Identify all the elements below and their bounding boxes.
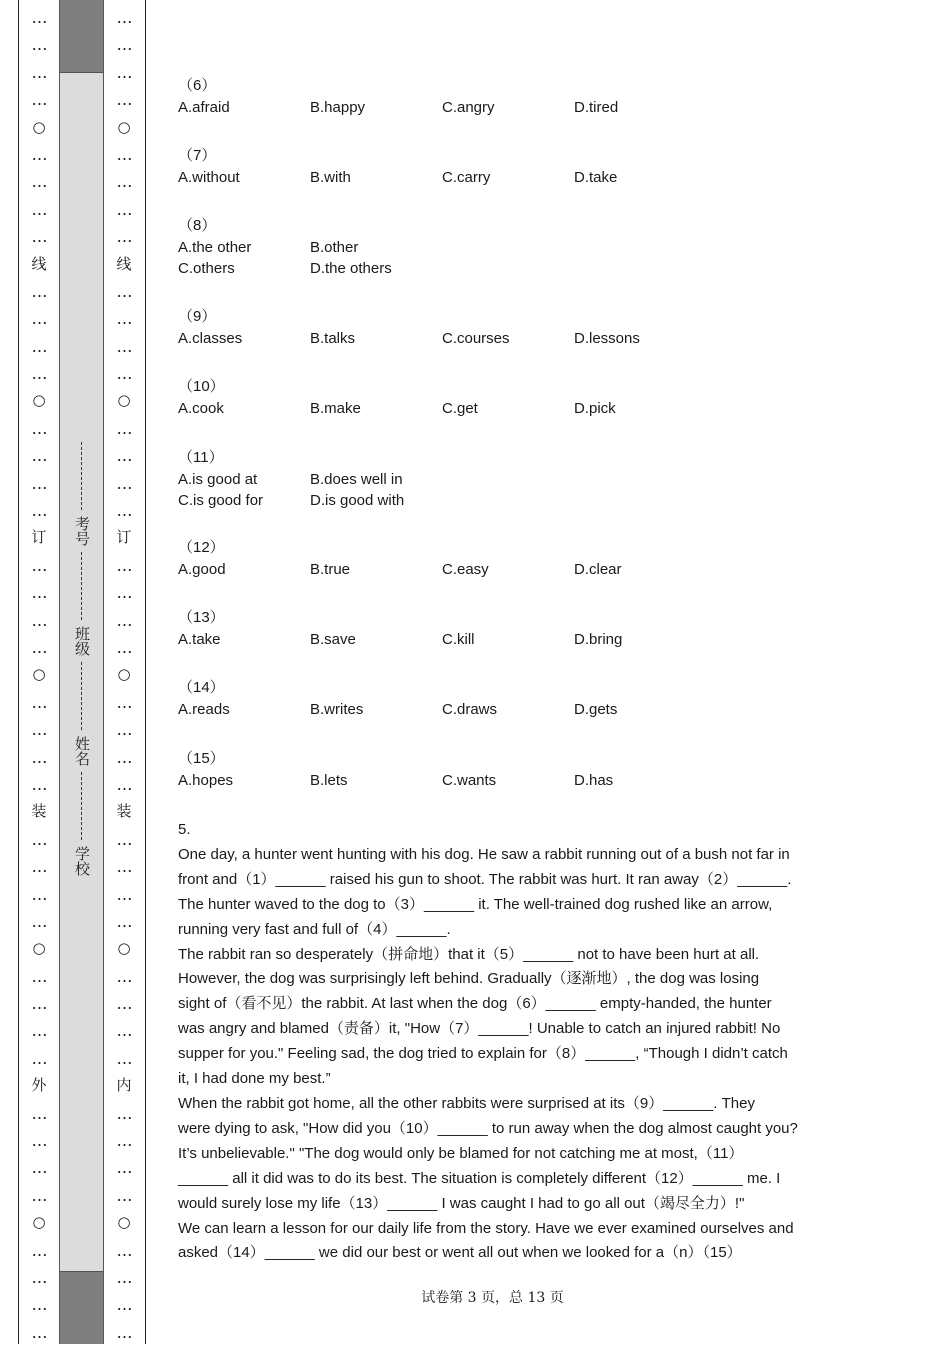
page-footer: 试卷第 3 页，总 13 页 [421,1290,564,1306]
student-field-label: 姓名 [73,736,91,766]
inner-mark: … [116,35,132,55]
answer-option: C.is good for [178,492,264,509]
outer-mark: 外 [31,1076,47,1095]
inner-mark: … [116,62,132,82]
inner-mark: … [116,829,132,849]
option-row [178,398,828,419]
question-number: （13） [178,609,225,626]
outer-mark: ○ [32,117,46,136]
outer-mark: ○ [32,391,46,410]
inner-mark: ○ [117,665,131,684]
question-item [178,748,828,791]
question-number: （14） [178,679,225,696]
outer-mark: … [31,857,47,877]
question-number: （8） [178,217,217,234]
inner-mark: … [116,857,132,877]
answer-option: B.happy [310,99,366,116]
outer-mark: 线 [31,254,47,273]
option-row [178,258,828,279]
inner-mark: ○ [117,117,131,136]
answer-option: A.good [178,561,226,578]
student-info-strip [59,0,104,1344]
question-number: （15） [178,750,225,767]
outer-mark: … [31,1103,47,1123]
inner-mark: … [116,1131,132,1151]
inner-mark: … [116,309,132,329]
option-row [178,167,828,188]
outer-mark: … [31,555,47,575]
inner-mark: … [116,555,132,575]
answer-option: D.pick [574,400,616,417]
outer-mark: … [31,583,47,603]
outer-mark: … [31,610,47,630]
inner-mark: … [116,418,132,438]
student-field-label: 学校 [73,846,91,876]
answer-option: C.kill [442,631,475,648]
answer-option: B.with [310,169,351,186]
passage-line: The rabbit ran so desperately（拼命地）that it（5）______ not to have been hurt at all. [178,945,760,963]
inner-mark: ○ [117,391,131,410]
outer-mark: … [31,446,47,466]
answer-option: C.wants [442,772,497,789]
inner-mark: 装 [116,802,132,821]
inner-mark: … [116,911,132,931]
outer-mark: … [31,1295,47,1315]
inner-mark: … [116,1267,132,1287]
outer-mark: … [31,418,47,438]
strip-top-block [60,0,103,73]
inner-mark: … [116,227,132,247]
answer-option: C.get [442,400,478,417]
answer-option: B.lets [310,772,348,789]
question-item [178,447,828,511]
outer-mark: … [31,35,47,55]
outer-mark: … [31,1322,47,1342]
binding-rule-inner [145,0,146,1344]
inner-mark: … [116,1048,132,1068]
outer-mark: … [31,90,47,110]
option-row [178,328,828,349]
passage-line: would surely lose my life（13）______ I was caught I had to go all out（竭尽全力）!" [178,1194,745,1212]
passage-line: sight of（看不见）the rabbit. At last when the dog（6）______ empty-handed, the hunter [178,995,772,1013]
answer-option: A.is good at [178,471,258,488]
passage-line: We can learn a lesson for our daily life from the story. Have we ever examined ourselves and [178,1219,794,1237]
answer-option: D.clear [574,561,622,578]
passage-line: front and（1）______ raised his gun to shoot. The rabbit was hurt. It ran away（2）______. [178,870,792,888]
student-field-label: 班级 [73,626,91,656]
passage-line: supper for you." Feeling sad, the dog tried to explain for（8）______, “Though I didn’t catch [178,1045,788,1063]
answer-option: B.does well in [310,471,403,488]
outer-mark: … [31,966,47,986]
inner-mark: … [116,720,132,740]
passage-line: ______ all it did was to do its best. The situation is completely different（12）______ me. I [178,1169,781,1187]
outer-mark: … [31,309,47,329]
inner-mark: … [116,610,132,630]
inner-mark: … [116,637,132,657]
option-row [178,699,828,720]
outer-mark: … [31,501,47,521]
answer-option: D.bring [574,631,623,648]
outer-mark: … [31,336,47,356]
outer-mark: … [31,1185,47,1205]
cloze-passage [178,818,828,1266]
option-row [178,469,828,490]
question-item [178,537,828,580]
answer-option: B.writes [310,701,364,718]
inner-mark: … [116,1185,132,1205]
answer-option: A.the other [178,239,252,256]
inner-mark: … [116,884,132,904]
question-item [178,677,828,720]
outer-mark: … [31,1158,47,1178]
answer-option: A.afraid [178,99,230,116]
answer-option: C.others [178,260,235,277]
passage-text [178,843,828,1266]
option-row [178,490,828,511]
outer-binding-column [27,0,51,1344]
question-number: （7） [178,147,217,164]
passage-line: it, I had done my best.” [178,1070,331,1088]
option-row [178,559,828,580]
passage-line: were dying to ask, "How did you（10）______ to run away when the dog almost caught you? [178,1119,798,1137]
inner-mark: … [116,692,132,712]
outer-mark: … [31,62,47,82]
option-row [178,629,828,650]
passage-line: running very fast and full of（4）______. [178,920,451,938]
inner-mark: … [116,1021,132,1041]
outer-mark: … [31,473,47,493]
option-row [178,237,828,258]
answer-option: A.take [178,631,221,648]
answer-option: D.gets [574,701,618,718]
question-item [178,75,828,118]
inner-mark: … [116,747,132,767]
outer-mark: 订 [31,528,47,547]
inner-mark: ○ [117,939,131,958]
inner-mark: 订 [116,528,132,547]
inner-mark: … [116,281,132,301]
outer-mark: … [31,144,47,164]
outer-mark: … [31,829,47,849]
inner-mark: … [116,90,132,110]
outer-mark: ○ [32,665,46,684]
inner-mark: … [116,446,132,466]
question-number: （11） [178,449,224,466]
outer-mark: … [31,1131,47,1151]
inner-mark: … [116,1295,132,1315]
outer-mark: … [31,747,47,767]
outer-mark: ○ [32,939,46,958]
inner-mark: … [116,1103,132,1123]
inner-mark: ○ [117,1213,131,1232]
answer-option: C.draws [442,701,498,718]
option-row [178,97,828,118]
outer-mark: … [31,1048,47,1068]
answer-option: D.the others [310,260,392,277]
binding-rule-outer [18,0,19,1344]
answer-option: A.hopes [178,772,234,789]
inner-mark: … [116,144,132,164]
inner-mark: … [116,994,132,1014]
fill-in-line [81,662,84,730]
answer-option: D.tired [574,99,619,116]
answer-option: D.take [574,169,618,186]
outer-mark: … [31,172,47,192]
passage-line: asked（14）______ we did our best or went all out when we looked for a（n）（15） [178,1244,742,1262]
passage-line: When the rabbit got home, all the other rabbits were surprised at its（9）______. They [178,1094,755,1112]
question-number: （12） [178,539,225,556]
option-row [178,770,828,791]
question-item [178,215,828,279]
outer-mark: … [31,1021,47,1041]
answer-option: D.has [574,772,614,789]
answer-option: C.carry [442,169,491,186]
answer-option: A.without [178,169,240,186]
passage-line: One day, a hunter went hunting with his dog. He saw a rabbit running out of a bush not far in [178,845,790,863]
fill-in-line [81,442,84,510]
inner-mark: … [116,473,132,493]
outer-mark: … [31,994,47,1014]
outer-mark: … [31,364,47,384]
inner-mark: … [116,966,132,986]
answer-option: B.other [310,239,359,256]
answer-option: C.courses [442,330,510,347]
outer-mark: … [31,1240,47,1260]
passage-line: The hunter waved to the dog to（3）______ it. The well-trained dog rushed like an arrow, [178,895,773,913]
outer-mark: … [31,774,47,794]
outer-mark: 装 [31,802,47,821]
outer-mark: ○ [32,1213,46,1232]
passage-line: It’s unbelievable." "The dog would only be blamed for not catching me at most,（11） [178,1144,744,1162]
answer-option: C.angry [442,99,495,116]
question-number: （6） [178,77,217,94]
inner-mark: … [116,172,132,192]
outer-mark: … [31,199,47,219]
answer-option: D.is good with [310,492,405,509]
inner-mark: … [116,8,132,27]
strip-bottom-block [60,1271,103,1344]
outer-mark: … [31,692,47,712]
inner-mark: … [116,199,132,219]
inner-mark: … [116,774,132,794]
answer-option: A.classes [178,330,243,347]
binding-margin [0,0,160,1344]
inner-mark: 线 [116,254,132,273]
outer-mark: … [31,637,47,657]
outer-mark: … [31,227,47,247]
inner-mark: … [116,364,132,384]
answer-option: B.make [310,400,361,417]
inner-binding-column [112,0,136,1344]
answer-option: B.save [310,631,356,648]
answer-option: A.cook [178,400,224,417]
outer-mark: … [31,720,47,740]
answer-option: C.easy [442,561,489,578]
fill-in-line [81,772,84,840]
question-item [178,306,828,349]
answer-option: D.lessons [574,330,640,347]
outer-mark: … [31,8,47,27]
passage-number: 5. [178,821,191,838]
outer-mark: … [31,1267,47,1287]
fill-in-line [81,552,84,620]
answer-option: B.true [310,561,351,578]
student-field-label: 考号 [73,516,91,546]
student-info-fields [60,440,105,880]
question-number: （10） [178,378,225,395]
outer-mark: … [31,281,47,301]
question-number: （9） [178,308,217,325]
inner-mark: … [116,1158,132,1178]
passage-line: was angry and blamed（责备）it, "How（7）______! Unable to catch an injured rabbit! No [178,1020,781,1038]
inner-mark: … [116,1322,132,1342]
passage-line: However, the dog was surprisingly left behind. Gradually（逐渐地）, the dog was losing [178,970,760,988]
inner-mark: … [116,583,132,603]
inner-mark: … [116,501,132,521]
inner-mark: … [116,336,132,356]
answer-option: B.talks [310,330,356,347]
outer-mark: … [31,884,47,904]
inner-mark: 内 [116,1076,132,1095]
question-item [178,376,828,419]
question-item [178,145,828,188]
outer-mark: … [31,911,47,931]
inner-mark: … [116,1240,132,1260]
question-item [178,607,828,650]
answer-option: A.reads [178,701,230,718]
